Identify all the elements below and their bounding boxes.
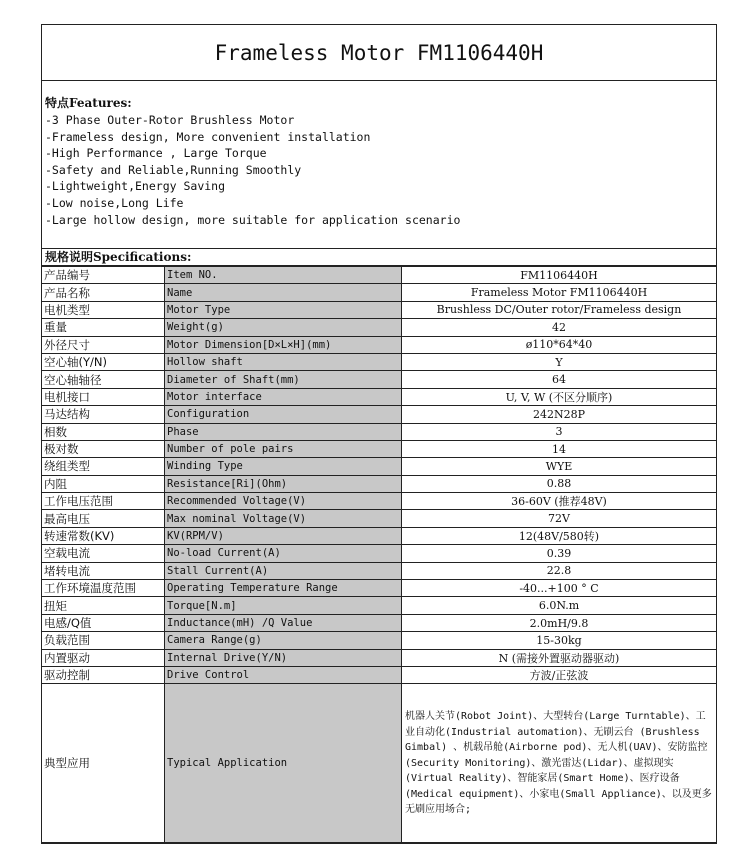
table-row: [42, 423, 717, 440]
spec-label-cn: 工作电压范围: [42, 493, 165, 510]
spec-value: Y: [402, 353, 717, 370]
table-row: [42, 527, 717, 544]
spec-label-cn: 绕组类型: [42, 458, 165, 475]
spec-label-en: Drive Control: [165, 666, 402, 683]
spec-label-cn: 扭矩: [42, 597, 165, 614]
spec-value: 6.0N.m: [402, 597, 717, 614]
spec-sheet: [41, 24, 717, 844]
feature-line: -Frameless design, More convenient installation: [45, 129, 371, 144]
spec-value: 2.0mH/9.8: [402, 614, 717, 631]
spec-label-cn: 电机类型: [42, 301, 165, 318]
spec-label-cn: 电感/Q值: [42, 614, 165, 631]
table-row: [42, 440, 717, 457]
table-row: [42, 406, 717, 423]
spec-label-cn: 马达结构: [42, 406, 165, 423]
table-row: [42, 458, 717, 475]
spec-label-en: Motor interface: [165, 388, 402, 405]
spec-value: 方波/正弦波: [402, 666, 717, 683]
spec-label-en: No-load Current(A): [165, 545, 402, 562]
spec-value: 36-60V (推荐48V): [402, 493, 717, 510]
table-row: [42, 562, 717, 579]
spec-label-en: Motor Type: [165, 301, 402, 318]
table-row: [42, 597, 717, 614]
spec-label-cn: 重量: [42, 319, 165, 336]
document-title: Frameless Motor FM1106440H: [42, 25, 716, 81]
spec-label-en: Operating Temperature Range: [165, 580, 402, 597]
spec-value: 64: [402, 371, 717, 388]
table-row: [42, 301, 717, 318]
application-value: 机器人关节(Robot Joint)、大型转台(Large Turntable)、工业自动化(Industrial automation)、无刷云台 (Brushless Gimbal) 、机载吊舱(Airborne pod)、无人机(UAV)、安防监控(Security Monitoring)、激光雷达(Lidar)、虚拟现实(Virtual Reality)、智能家居(Smart Home)、医疗设备(Medical equipment)、小家电(Small Appliance)、以及更多无刷应用场合;: [402, 684, 717, 843]
feature-line: -High Performance , Large Torque: [45, 146, 267, 161]
spec-value: 0.39: [402, 545, 717, 562]
spec-label-cn: 空心轴(Y/N): [42, 353, 165, 370]
spec-value: 12(48V/580转): [402, 527, 717, 544]
spec-value: 72V: [402, 510, 717, 527]
spec-label-cn: 工作环境温度范围: [42, 580, 165, 597]
spec-label-cn: 最高电压: [42, 510, 165, 527]
table-row-application: [42, 684, 717, 843]
spec-value: 14: [402, 440, 717, 457]
spec-label-cn: 产品名称: [42, 284, 165, 301]
table-row: [42, 371, 717, 388]
table-row: [42, 388, 717, 405]
spec-label-en: Number of pole pairs: [165, 440, 402, 457]
features-section: [42, 81, 716, 249]
spec-value: 22.8: [402, 562, 717, 579]
spec-label-en: Torque[N.m]: [165, 597, 402, 614]
table-row: [42, 353, 717, 370]
feature-line: -Lightweight,Energy Saving: [45, 179, 226, 194]
table-row: [42, 336, 717, 353]
spec-value: N (需接外置驱动器驱动): [402, 649, 717, 666]
spec-value: -40...+100 ° C: [402, 580, 717, 597]
spec-label-en: Configuration: [165, 406, 402, 423]
spec-label-cn: 转速常数(KV): [42, 527, 165, 544]
table-row: [42, 649, 717, 666]
spec-value: Frameless Motor FM1106440H: [402, 284, 717, 301]
spec-label-en: Resistance[Ri](Ohm): [165, 475, 402, 492]
table-row: [42, 493, 717, 510]
table-row: [42, 267, 717, 284]
spec-label-en: Motor Dimension[D×L×H](mm): [165, 336, 402, 353]
spec-label-en: KV(RPM/V): [165, 527, 402, 544]
spec-value: 0.88: [402, 475, 717, 492]
spec-label-cn: 空载电流: [42, 545, 165, 562]
table-row: [42, 614, 717, 631]
spec-label-en: Winding Type: [165, 458, 402, 475]
feature-line: -Large hollow design, more suitable for application scenario: [45, 212, 461, 227]
table-row: [42, 510, 717, 527]
spec-label-en: Weight(g): [165, 319, 402, 336]
spec-label-cn: 内阻: [42, 475, 165, 492]
table-row: [42, 580, 717, 597]
spec-value: FM1106440H: [402, 267, 717, 284]
spec-label-en: Internal Drive(Y/N): [165, 649, 402, 666]
spec-label-cn: 内置驱动: [42, 649, 165, 666]
table-row: [42, 319, 717, 336]
spec-label-cn: 负载范围: [42, 632, 165, 649]
spec-label-en: Hollow shaft: [165, 353, 402, 370]
table-row: [42, 666, 717, 683]
table-row: [42, 284, 717, 301]
spec-label-en: Item NO.: [165, 267, 402, 284]
spec-value: 42: [402, 319, 717, 336]
application-label-en: Typical Application: [165, 684, 402, 843]
spec-label-cn: 电机接口: [42, 388, 165, 405]
spec-label-cn: 外径尺寸: [42, 336, 165, 353]
spec-value: U, V, W (不区分顺序): [402, 388, 717, 405]
spec-value: 3: [402, 423, 717, 440]
table-row: [42, 545, 717, 562]
table-row: [42, 632, 717, 649]
spec-value: Brushless DC/Outer rotor/Frameless design: [402, 301, 717, 318]
spec-label-en: Name: [165, 284, 402, 301]
spec-label-cn: 极对数: [42, 440, 165, 457]
spec-label-en: Max nominal Voltage(V): [165, 510, 402, 527]
table-row: [42, 475, 717, 492]
spec-label-cn: 堵转电流: [42, 562, 165, 579]
spec-label-cn: 产品编号: [42, 267, 165, 284]
spec-value: 15-30kg: [402, 632, 717, 649]
spec-label-en: Inductance(mH) /Q Value: [165, 614, 402, 631]
specifications-table: [41, 266, 717, 843]
feature-line: -Low noise,Long Life: [45, 195, 184, 210]
feature-line: -3 Phase Outer-Rotor Brushless Motor: [45, 113, 295, 127]
spec-label-cn: 相数: [42, 423, 165, 440]
feature-line: -Safety and Reliable,Running Smoothly: [45, 162, 302, 177]
spec-label-cn: 驱动控制: [42, 666, 165, 683]
application-label-cn: 典型应用: [42, 684, 165, 843]
spec-label-en: Recommended Voltage(V): [165, 493, 402, 510]
spec-value: 242N28P: [402, 406, 717, 423]
spec-label-en: Stall Current(A): [165, 562, 402, 579]
specifications-heading: 规格说明Specifications:: [42, 249, 716, 266]
spec-value: WYE: [402, 458, 717, 475]
spec-label-en: Camera Range(g): [165, 632, 402, 649]
spec-label-en: Diameter of Shaft(mm): [165, 371, 402, 388]
features-heading: 特点Features:: [45, 96, 132, 110]
spec-label-en: Phase: [165, 423, 402, 440]
spec-value: ø110*64*40: [402, 336, 717, 353]
spec-label-cn: 空心轴轴径: [42, 371, 165, 388]
